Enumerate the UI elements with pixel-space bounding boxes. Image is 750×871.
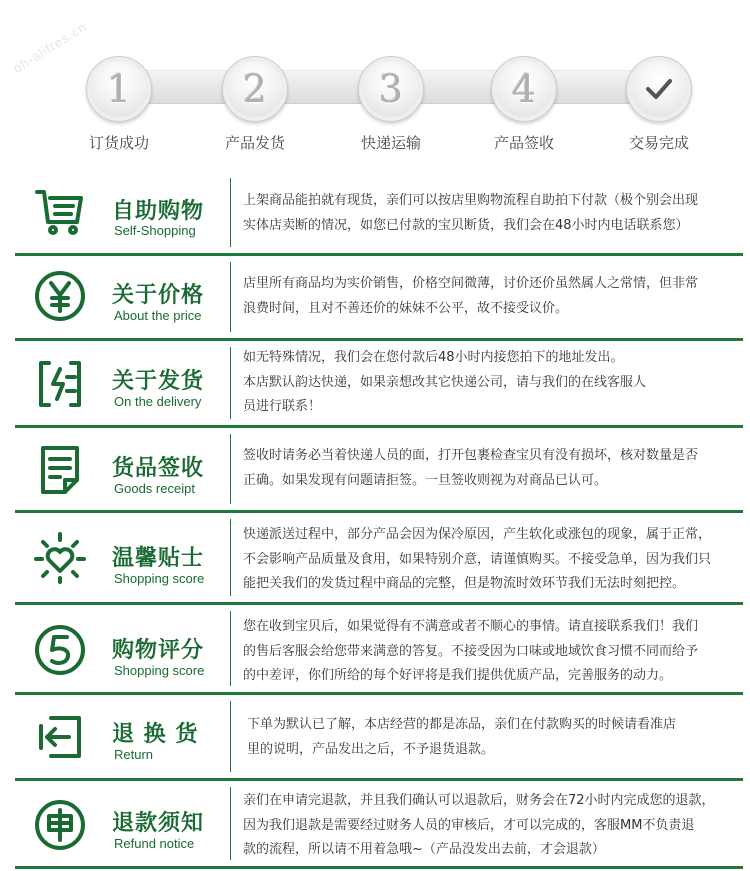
section-text	[247, 713, 739, 762]
section-subtitle: On the delivery	[114, 394, 202, 409]
divider	[230, 701, 231, 772]
step-2-circle	[222, 56, 288, 122]
text-line: 店里所有商品均为实价销售，价格空间微薄，讨价还价虽然属人之常情，但非常	[243, 276, 699, 291]
section-subtitle: Return	[114, 747, 154, 762]
text-line: 正确。如果发现有问题请拒签。一旦签收则视为对商品已认可。	[243, 472, 608, 488]
step-1-circle	[86, 56, 152, 122]
text-line: 下单为默认已了解，本店经营的都是冻品，亲们在付款购买的时候请看准店	[247, 717, 677, 732]
divider	[230, 262, 231, 332]
section-return	[15, 695, 743, 781]
step-5	[599, 56, 719, 153]
divider	[230, 178, 231, 247]
text-line: 本店默认韵达快递，如果亲想改其它快递公司，请与我们的在线客服人	[243, 374, 647, 390]
five-score-icon	[33, 623, 87, 677]
sun-heart-icon	[33, 531, 87, 585]
text-line: 因为我们退款是需要经过财务人员的审核后，才可以完成的，客服MM不负责退	[243, 817, 695, 833]
step-4-circle	[491, 56, 557, 122]
text-line: 的中差评，你们所给的每个好评将是我们提供优质产品，完善服务的动力。	[243, 668, 673, 683]
text-line: 签收时请务必当着快递人员的面，打开包裹检查宝贝有没有损坏，核对数量是否	[243, 448, 699, 463]
section-title: 退款须知	[112, 811, 205, 836]
section-delivery	[15, 341, 743, 428]
section-text	[243, 789, 739, 863]
section-title: 自助购物	[112, 199, 205, 224]
section-self-shopping	[15, 172, 743, 256]
policy-sections	[15, 172, 743, 869]
checkmark-icon	[642, 72, 676, 106]
section-about-price	[15, 256, 743, 341]
section-text	[243, 444, 739, 493]
step-5-circle	[626, 56, 692, 122]
text-line: 快递派送过程中，部分产品会因为保冷原因，产生软化或涨包的现象，属于正常，	[243, 527, 712, 542]
return-arrow-icon	[33, 710, 87, 764]
section-title: 货品签收	[112, 456, 205, 481]
step-3-number: 3	[378, 67, 404, 111]
text-line: 不会影响产品质量及食用，如果特别介意，请谨慎购买。不接受急单，因为我们只	[243, 551, 712, 567]
step-2-label: 产品发货	[224, 134, 285, 152]
section-text	[243, 272, 739, 321]
section-subtitle: Self-Shopping	[114, 223, 196, 238]
text-line: 上架商品能拍就有现货，亲们可以按店里购物流程自助拍下付款（极个别会出现	[243, 193, 699, 208]
divider	[230, 787, 231, 860]
section-text	[243, 346, 739, 420]
step-2	[195, 56, 315, 153]
watermark: oh-alifres.cn	[10, 18, 90, 77]
section-subtitle: Shopping score	[114, 571, 205, 586]
text-line: 员进行联系！	[243, 399, 322, 414]
step-3-label: 快递运输	[360, 134, 421, 152]
section-subtitle: Refund notice	[114, 836, 195, 851]
step-1	[59, 56, 179, 153]
section-title: 关于价格	[112, 283, 205, 308]
section-shopping-score	[15, 605, 743, 695]
divider	[230, 519, 231, 596]
receipt-icon	[33, 442, 87, 496]
section-subtitle: Shopping score	[114, 663, 205, 678]
section-text	[243, 523, 739, 597]
refund-coin-icon	[33, 798, 87, 852]
section-goods-receipt	[15, 428, 743, 513]
divider	[230, 611, 231, 686]
section-refund-notice	[15, 781, 743, 869]
divider	[230, 434, 231, 504]
section-text	[243, 615, 739, 689]
step-4-label: 产品签收	[493, 134, 554, 152]
step-2-number: 2	[242, 67, 268, 111]
shopping-cart-icon	[33, 184, 87, 238]
text-line: 的售后客服会给您带来满意的答复。不接受因为口味或地域饮食习惯不同而给予	[243, 643, 699, 659]
section-title: 温馨贴士	[112, 546, 205, 571]
section-subtitle: Goods receipt	[114, 481, 195, 496]
divider	[230, 347, 231, 419]
text-line: 款的流程，所以请不用着急哦~（产品没发出去前，才会退款）	[243, 842, 605, 857]
section-tips	[15, 513, 743, 605]
text-line: 能把关我们的发货过程中商品的完整，但是物流时效环节我们无法时刻把控。	[243, 576, 686, 591]
step-4	[464, 56, 584, 153]
step-4-number: 4	[511, 67, 537, 111]
text-line: 您在收到宝贝后，如果觉得有不满意或者不顺心的事情。请直接联系我们！我们	[243, 619, 699, 634]
delivery-icon	[33, 357, 87, 411]
section-title: 关于发货	[112, 369, 205, 394]
section-title: 购物评分	[112, 638, 205, 663]
section-text	[243, 189, 739, 238]
section-title: 退 换 货	[112, 722, 199, 747]
text-line: 亲们在申请完退款，并且我们确认可以退款后，财务会在72小时内完成您的退款，	[243, 793, 715, 808]
section-subtitle: About the price	[114, 308, 202, 323]
step-3-circle	[358, 56, 424, 122]
text-line: 浪费时间，且对不善还价的妹妹不公平，故不接受议价。	[243, 300, 569, 316]
yen-icon	[33, 269, 87, 323]
text-line: 里的说明，产品发出之后，不予退货退款。	[247, 741, 495, 757]
text-line: 实体店卖断的情况，如您已付款的宝贝断货，我们会在48小时内电话联系您）	[243, 217, 689, 233]
order-progress-steps	[0, 0, 750, 165]
step-5-label: 交易完成	[628, 134, 689, 152]
step-1-number: 1	[106, 67, 132, 111]
text-line: 如无特殊情况，我们会在您付款后48小时内接您拍下的地址发出。	[243, 350, 624, 365]
step-3	[331, 56, 451, 153]
step-1-label: 订货成功	[88, 134, 149, 152]
